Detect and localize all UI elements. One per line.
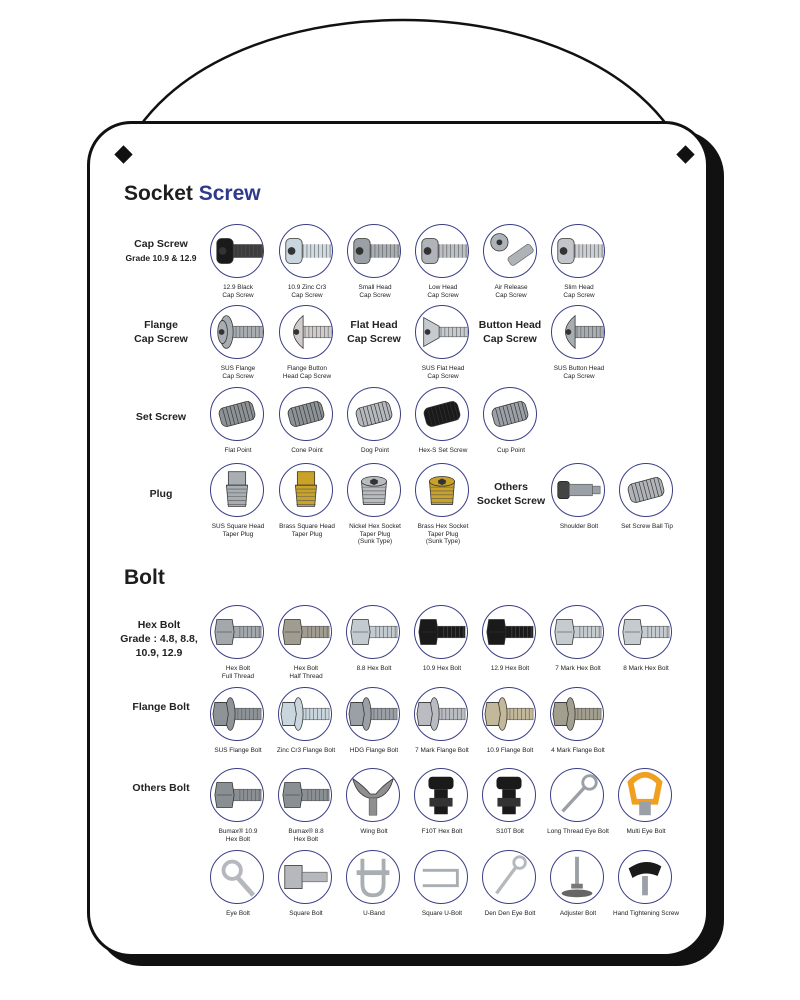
row-label-plug: Plug [149, 488, 173, 500]
product-caption [534, 284, 624, 299]
product-sus-flat-head-cap-screw[interactable] [404, 305, 482, 395]
product-10-9-flange-bolt[interactable] [471, 687, 549, 777]
product-caption [602, 523, 692, 531]
set-screw-icon [279, 387, 333, 441]
product-caption [601, 828, 691, 836]
flange-bolt-icon [550, 687, 604, 741]
row-label-button-head-cap-screw: Button Head Cap Screw [478, 319, 542, 345]
caption-line: Low Head [428, 284, 458, 291]
caption-line: Head Cap Screw [282, 372, 332, 380]
product-f10t-hex-bolt[interactable] [403, 768, 481, 858]
product-slim-head-cap-screw[interactable] [540, 224, 618, 314]
product-8-mark-hex-bolt[interactable] [607, 605, 685, 695]
square-plug-icon [210, 463, 264, 517]
socket-cap-icon [551, 224, 605, 278]
set-screw-icon [483, 387, 537, 441]
socket-cap-icon [415, 224, 469, 278]
caption-line: 7 Mark Hex Bolt [555, 665, 601, 672]
caption-line: Taper Plug [427, 530, 459, 538]
long-eye-bolt-icon [550, 768, 604, 822]
caption-line: Nickel Hex Socket [349, 523, 401, 530]
multi-eye-bolt-icon [618, 768, 672, 822]
caption-line: Wing Bolt [360, 828, 388, 835]
product-cup-point-set-screw[interactable] [472, 387, 550, 477]
product-10-9-zinc-cap-screw[interactable] [268, 224, 346, 314]
socket-screw-title-part2: Screw [198, 182, 261, 205]
product-12-9-black-cap-screw[interactable] [199, 224, 277, 314]
caption-line: Dog Point [360, 447, 390, 454]
product-square-u-bolt[interactable] [403, 850, 481, 940]
set-screw-icon [415, 387, 469, 441]
caption-line: Cap Screw [495, 291, 527, 299]
flange-bolt-icon [482, 687, 536, 741]
product-square-bolt[interactable] [267, 850, 345, 940]
caption-line: Shoulder Bolt [559, 523, 599, 530]
product-small-head-cap-screw[interactable] [336, 224, 414, 314]
caption-line: Taper Plug [222, 530, 254, 538]
row-label-flange-cap-screw: Flange Cap Screw [134, 319, 188, 345]
caption-line: Cap Screw [222, 372, 254, 380]
caption-line: S10T Bolt [496, 828, 524, 835]
caption-line: Half Thread [289, 672, 323, 680]
product-7-mark-hex-bolt[interactable] [539, 605, 617, 695]
row-label-others-socket-screw: Others Socket Screw [476, 481, 546, 507]
product-long-thread-eye-bolt[interactable] [539, 768, 617, 858]
socket-screw-title-part1: Socket [124, 182, 193, 205]
product-shoulder-bolt[interactable] [540, 463, 618, 553]
caption-line: Long Thread Eye Bolt [547, 828, 609, 835]
wing-bolt-icon [346, 768, 400, 822]
caption-line: Eye Bolt [226, 910, 250, 917]
row-label-flat-head-cap-screw: Flat Head Cap Screw [347, 319, 401, 345]
product-adjuster-bolt[interactable] [539, 850, 617, 940]
hex-bolt-icon [278, 768, 332, 822]
hex-bolt-icon [618, 605, 672, 659]
product-8-8-hex-bolt[interactable] [335, 605, 413, 695]
product-brass-hex-socket-taper-plug[interactable] [404, 463, 482, 553]
square-u-bolt-icon [414, 850, 468, 904]
hex-plug-icon [347, 463, 401, 517]
product-set-screw-ball-tip[interactable] [608, 463, 686, 553]
flat-head-icon [415, 305, 469, 359]
product-flange-button-head-cap-screw[interactable] [268, 305, 346, 395]
product-hex-bolt-full-thread[interactable] [199, 605, 277, 695]
product-wing-bolt[interactable] [335, 768, 413, 858]
caption-line: Cap Screw [427, 372, 459, 380]
product-7-mark-flange-bolt[interactable] [403, 687, 481, 777]
bolt-title: Bolt [124, 566, 165, 589]
product-hand-tightening-screw[interactable] [607, 850, 685, 940]
caption-line: 10.9 Zinc Cr3 [287, 284, 327, 291]
flange-bolt-icon [414, 687, 468, 741]
caption-line: Zinc Cr3 Flange Bolt [276, 747, 336, 754]
caption-line: Flat Point [224, 447, 252, 454]
socket-cap-icon [279, 224, 333, 278]
product-sus-flange-bolt[interactable] [199, 687, 277, 777]
row-label-others-bolt: Others Bolt [132, 782, 190, 794]
caption-line: 12.9 Black [223, 284, 253, 291]
product-caption [466, 447, 556, 455]
caption-line: HDG Flange Bolt [349, 747, 399, 754]
product-caption [533, 747, 623, 755]
caption-line: Hex Bolt [293, 665, 319, 672]
button-head-icon [551, 305, 605, 359]
den-den-eye-bolt-icon [482, 850, 536, 904]
hand-tightening-screw-icon [618, 850, 672, 904]
row-label-hex-bolt: Hex Bolt Grade : 4.8, 8.8, 10.9, 12.9 [120, 619, 198, 659]
hex-bolt-icon [210, 768, 264, 822]
caption-line: Cup Point [496, 447, 526, 454]
flange-bolt-icon [210, 687, 264, 741]
caption-line: 10.9 Flange Bolt [486, 747, 534, 754]
air-release-icon [483, 224, 537, 278]
caption-line: Cap Screw [563, 372, 595, 380]
hex-bolt-icon [414, 605, 468, 659]
caption-line: 4 Mark Flange Bolt [551, 747, 605, 754]
product-caption [398, 365, 488, 380]
caption-line: Flange Button [287, 365, 327, 372]
product-bumax-10-9-hex-bolt[interactable] [199, 768, 277, 858]
set-screw-icon [347, 387, 401, 441]
caption-line: Bumax® 8.8 [288, 828, 324, 835]
button-head-icon [279, 305, 333, 359]
socket-cap-icon [210, 224, 264, 278]
product-caption [601, 665, 691, 673]
caption-line: SUS Button Head [553, 365, 605, 372]
caption-line: Full Thread [221, 672, 255, 680]
structural-bolt-icon [482, 768, 536, 822]
caption-line: Brass Square Head [279, 523, 335, 530]
row-label-set-screw: Set Screw [135, 411, 187, 423]
shoulder-bolt-icon [551, 463, 605, 517]
caption-line: 7 Mark Flange Bolt [415, 747, 469, 754]
set-screw-icon [210, 387, 264, 441]
socket-screw-title [124, 182, 261, 206]
caption-line: Square Bolt [289, 910, 323, 917]
product-sus-square-head-taper-plug[interactable] [199, 463, 277, 553]
caption-line: 12.9 Hex Bolt [490, 665, 530, 672]
caption-line: Taper Plug [359, 530, 391, 538]
caption-line: SUS Square Head [211, 523, 265, 530]
product-caption [398, 523, 488, 546]
caption-line: Cap Screw [427, 291, 459, 299]
caption-line: SUS Flat Head [421, 365, 465, 372]
caption-line: Hand Tightening Screw [612, 910, 680, 917]
hex-plug-icon [415, 463, 469, 517]
caption-line: Bumax® 10.9 [218, 828, 258, 835]
product-10-9-hex-bolt[interactable] [403, 605, 481, 695]
caption-line: 8.8 Hex Bolt [356, 665, 392, 672]
hex-bolt-icon [346, 605, 400, 659]
product-sus-flange-cap-screw[interactable] [199, 305, 277, 395]
u-band-icon [346, 850, 400, 904]
caption-line: Den Den Eye Bolt [484, 910, 536, 917]
product-12-9-hex-bolt[interactable] [471, 605, 549, 695]
product-s10t-bolt[interactable] [471, 768, 549, 858]
product-multi-eye-bolt[interactable] [607, 768, 685, 858]
product-air-release-cap-screw[interactable] [472, 224, 550, 314]
caption-line: Cap Screw [359, 291, 391, 299]
hex-bolt-icon [550, 605, 604, 659]
product-zinc-cr3-flange-bolt[interactable] [267, 687, 345, 777]
caption-line: Multi Eye Bolt [626, 828, 666, 835]
caption-line: (Sunk Type) [357, 538, 393, 546]
caption-line: SUS Flange Bolt [214, 747, 262, 754]
caption-line: U-Band [363, 910, 385, 917]
set-screw-icon [619, 463, 673, 517]
flange-bolt-icon [346, 687, 400, 741]
caption-line: F10T Hex Bolt [421, 828, 463, 835]
flange-bolt-icon [278, 687, 332, 741]
product-eye-bolt[interactable] [199, 850, 277, 940]
caption-line: Cap Screw [222, 291, 254, 299]
caption-line: Slim Head [564, 284, 594, 291]
square-bolt-icon [278, 850, 332, 904]
structural-bolt-icon [414, 768, 468, 822]
product-caption [534, 365, 624, 380]
row-label-cap-screw: Cap Screw Grade 10.9 & 12.9 [125, 238, 197, 263]
caption-line: Air Release [494, 284, 528, 291]
caption-line: Hex Bolt [225, 835, 251, 843]
product-sus-button-head-cap-screw[interactable] [540, 305, 618, 395]
product-low-head-cap-screw[interactable] [404, 224, 482, 314]
caption-line: Taper Plug [291, 530, 323, 538]
product-caption [601, 910, 691, 918]
row-label-flange-bolt: Flange Bolt [132, 701, 190, 713]
caption-line: SUS Flange [220, 365, 256, 372]
hex-bolt-icon [278, 605, 332, 659]
caption-line: Cap Screw [563, 291, 595, 299]
hex-bolt-icon [482, 605, 536, 659]
hex-bolt-icon [210, 605, 264, 659]
product-u-band[interactable] [335, 850, 413, 940]
adjuster-bolt-icon [550, 850, 604, 904]
caption-line: Adjuster Bolt [559, 910, 597, 917]
flange-cap-icon [210, 305, 264, 359]
caption-line: (Sunk Type) [425, 538, 461, 546]
caption-line: Set Screw Ball Tip [621, 523, 673, 530]
caption-line: Brass Hex Socket [417, 523, 469, 530]
eye-bolt-icon [210, 850, 264, 904]
caption-line: Cone Point [291, 447, 323, 454]
socket-cap-icon [347, 224, 401, 278]
product-den-den-eye-bolt[interactable] [471, 850, 549, 940]
caption-line: Cap Screw [291, 291, 323, 299]
caption-line: Hex Bolt [225, 665, 251, 672]
square-plug-icon [279, 463, 333, 517]
caption-line: 8 Mark Hex Bolt [623, 665, 669, 672]
caption-line: Hex-S Set Screw [418, 447, 468, 454]
product-bumax-8-8-hex-bolt[interactable] [267, 768, 345, 858]
caption-line: Small Head [358, 284, 392, 291]
caption-line: Square U-Bolt [421, 910, 463, 917]
product-hex-bolt-half-thread[interactable] [267, 605, 345, 695]
product-caption [262, 365, 352, 380]
product-4-mark-flange-bolt[interactable] [539, 687, 617, 777]
caption-line: 10.9 Hex Bolt [422, 665, 462, 672]
caption-line: Hex Bolt [293, 835, 319, 843]
product-hdg-flange-bolt[interactable] [335, 687, 413, 777]
